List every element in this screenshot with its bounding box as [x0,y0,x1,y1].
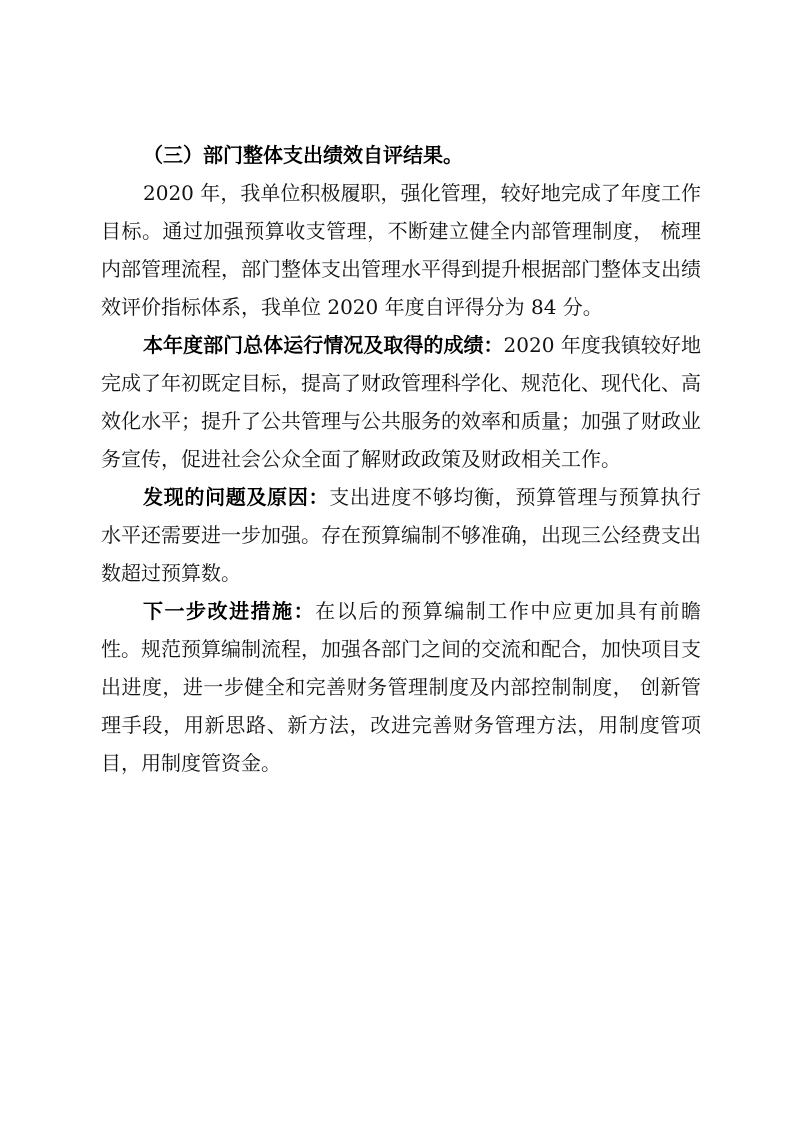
problems-lead: 发现的问题及原因： [143,485,330,509]
achievements-lead: 本年度部门总体运行情况及取得的成绩： [143,333,504,357]
self-evaluation-text: 2020 年，我单位积极履职，强化管理，较好地完成了年度工作目标。通过加强预算收支管理，不断建立健全内部管理制度， 梳理内部管理流程，部门整体支出管理水平得到提升根据部门整体支出绩效评价指标体系，我单位 2020 年度自评得分为 84 分。 [101,181,701,319]
achievements-text: 2020 年度我镇较好地完成了年初既定目标，提高了财政管理科学化、规范化、现代化、高效化水平；提升了公共管理与公共服务的效率和质量；加强了财政业务宣传，促进社会公众全面了解财政政策及财政相关工作。 [101,333,701,471]
improvements-lead: 下一步改进措施： [143,599,316,623]
improvements-paragraph [101,592,701,782]
achievements-paragraph [101,326,701,478]
document-body [101,136,701,782]
section-heading: （三）部门整体支出绩效自评结果。 [143,143,463,167]
problems-paragraph [101,478,701,592]
problems-text: 支出进度不够均衡，预算管理与预算执行水平还需要进一步加强。存在预算编制不够准确，出现三公经费支出数超过预算数。 [101,485,702,585]
self-evaluation-paragraph [101,174,701,326]
improvements-text: 在以后的预算编制工作中应更加具有前瞻性。规范预算编制流程，加强各部门之间的交流和配合，加快项目支出进度，进一步健全和完善财务管理制度及内部控制制度， 创新管理手段，用新思路、新方法，改进完善财务管理方法，用制度管项目，用制度管资金。 [101,599,702,775]
